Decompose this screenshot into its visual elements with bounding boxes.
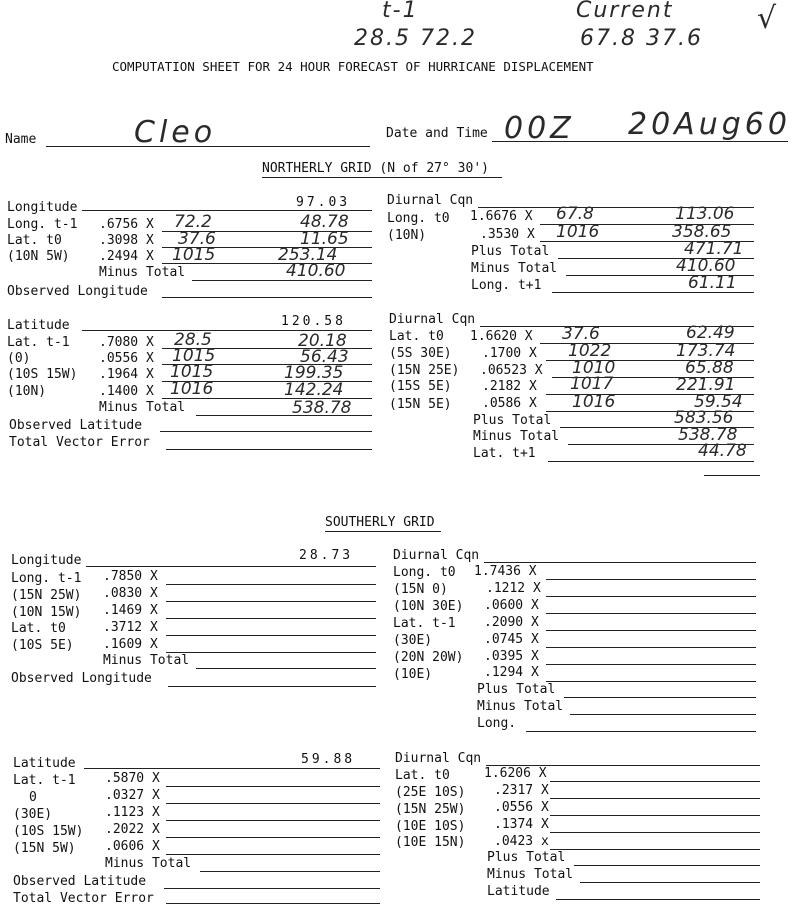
s-longitude-line bbox=[86, 566, 376, 567]
n-lat-minus-total-label: Minus Total bbox=[99, 400, 186, 415]
s-lon-row-coef: .1469 X bbox=[103, 603, 158, 618]
n-lat-row-input: 1016 bbox=[170, 379, 214, 399]
n-lon-row-label: Lat. t0 bbox=[7, 233, 62, 248]
s-latitude-line bbox=[84, 768, 380, 769]
s-dlon-minus-total-label: Minus Total bbox=[477, 699, 564, 714]
s-dlon-row-label: (10N 30E) bbox=[393, 599, 464, 614]
n-longitude-label: Longitude bbox=[7, 200, 78, 215]
n-dlon-row-coef: .3530 X bbox=[480, 227, 535, 242]
n-dlat-row-label: (15S 5E) bbox=[389, 379, 452, 394]
s-lat-row-line bbox=[166, 854, 380, 855]
southerly-heading: SOUTHERLY GRID bbox=[325, 515, 435, 530]
handwritten-current-values: 67.8 37.6 bbox=[580, 26, 703, 51]
s-lat-minus-total-label: Minus Total bbox=[105, 856, 192, 871]
n-lat-row-label: (10N) bbox=[7, 384, 47, 399]
s-dlon-row-line bbox=[546, 664, 756, 665]
s-dlon-row-coef: 1.7436 X bbox=[474, 564, 537, 579]
n-dlon-result-value: 61.11 bbox=[688, 273, 737, 293]
s-dlon-row-coef: .0395 X bbox=[484, 649, 539, 664]
s-dlon-row-label: (10E) bbox=[393, 667, 433, 682]
n-longitude-line bbox=[82, 210, 372, 211]
n-lat-row-label: Lat. t-1 bbox=[7, 335, 70, 350]
s-lon-row-coef: .0830 X bbox=[103, 586, 158, 601]
s-lon-row-label: (10N 15W) bbox=[11, 605, 82, 620]
s-dlat-result-label: Latitude bbox=[487, 884, 550, 899]
n-dlon-minus-total-value: 410.60 bbox=[676, 256, 736, 276]
s-lat-row-label: (30E) bbox=[13, 807, 53, 822]
n-lat-row-result: 20.18 bbox=[298, 331, 347, 351]
s-dlon-row-line bbox=[546, 681, 756, 682]
s-dlon-plus-total-label: Plus Total bbox=[477, 682, 556, 697]
s-dlat-plus-total-label: Plus Total bbox=[487, 850, 566, 865]
s-lon-row-label: Lat. t0 bbox=[11, 621, 66, 636]
n-dlat-plus-total-value: 583.56 bbox=[674, 408, 734, 428]
s-dlat-minus-total-line bbox=[580, 882, 760, 883]
s-total-vector-error-label: Total Vector Error bbox=[13, 891, 154, 906]
s-lon-minus-total-line bbox=[196, 668, 376, 669]
s-observed-longitude-label: Observed Longitude bbox=[11, 671, 152, 686]
n-dlat-row-coef: .2182 X bbox=[482, 379, 537, 394]
n-latitude-label: Latitude bbox=[7, 318, 70, 333]
s-observed-latitude-label: Observed Latitude bbox=[13, 874, 147, 889]
s-dlat-row-label: Lat. t0 bbox=[395, 768, 450, 783]
n-dlat-row-input: 37.6 bbox=[562, 324, 600, 344]
n-lat-row-input: 28.5 bbox=[174, 330, 212, 350]
s-lon-row-coef: .1609 X bbox=[103, 637, 158, 652]
s-dlon-row-label: Lat. t-1 bbox=[393, 616, 456, 631]
s-lat-row-coef: .0327 X bbox=[105, 788, 160, 803]
s-dlon-row-line bbox=[546, 596, 756, 597]
n-lon-minus-total-value: 410.60 bbox=[286, 261, 346, 281]
s-dlat-row-label: (25E 10S) bbox=[395, 785, 466, 800]
s-dlon-row-line bbox=[546, 579, 756, 580]
n-lon-minus-total-label: Minus Total bbox=[99, 265, 186, 280]
s-dlon-minus-total-line bbox=[570, 714, 756, 715]
n-dlon-row-result: 358.65 bbox=[672, 222, 732, 242]
n-dlat-row-coef: .0586 X bbox=[482, 396, 537, 411]
n-dlat-row-label: (15N 5E) bbox=[389, 397, 452, 412]
s-dlon-row-line bbox=[546, 630, 756, 631]
n-dlon-row-label: Long. t0 bbox=[387, 211, 450, 226]
s-lat-row-label: (15N 5W) bbox=[13, 841, 76, 856]
s-dlat-row-label: (15N 25W) bbox=[395, 802, 466, 817]
n-dlon-row-input: 1016 bbox=[556, 222, 600, 242]
n-lon-row-label: (10N 5W) bbox=[7, 249, 70, 264]
n-dlon-result-line bbox=[552, 292, 754, 293]
s-lon-row-label: (10S 5E) bbox=[11, 638, 74, 653]
s-longitude-constant: 28.73 bbox=[299, 548, 354, 563]
n-lat-minus-total-value: 538.78 bbox=[292, 398, 352, 418]
n-dlat-result-line bbox=[548, 461, 754, 462]
s-lat-row-coef: .2022 X bbox=[105, 822, 160, 837]
n-dlat-row-result: 221.91 bbox=[676, 375, 736, 395]
s-lon-row-line bbox=[166, 652, 376, 653]
s-lon-row-coef: .3712 X bbox=[103, 620, 158, 635]
n-observed-latitude-line bbox=[160, 431, 372, 432]
n-lon-row-label: Long. t-1 bbox=[7, 217, 78, 232]
n-observed-longitude-label: Observed Longitude bbox=[7, 284, 148, 299]
s-dlat-row-line bbox=[550, 832, 760, 833]
n-dlat-result-label: Lat. t+1 bbox=[473, 446, 536, 461]
s-dlon-row-label: (15N 0) bbox=[393, 582, 448, 597]
n-dlat-row-label: Lat. t0 bbox=[389, 329, 444, 344]
s-lat-row-coef: .1123 X bbox=[105, 805, 160, 820]
s-longitude-label: Longitude bbox=[11, 553, 82, 568]
n-dlat-row-result: 59.54 bbox=[694, 392, 743, 412]
s-lat-row-label: Lat. t-1 bbox=[13, 773, 76, 788]
s-lat-row-line bbox=[166, 803, 380, 804]
s-dlat-row-coef: .0556 X bbox=[494, 800, 549, 815]
s-lat-row-coef: .5870 X bbox=[105, 771, 160, 786]
northerly-heading-underline bbox=[262, 177, 502, 178]
n-observed-latitude-label: Observed Latitude bbox=[9, 418, 143, 433]
n-total-vector-error-line bbox=[166, 449, 372, 450]
s-dlat-row-line bbox=[550, 781, 760, 782]
s-dlat-row-coef: .1374 X bbox=[494, 817, 549, 832]
n-dlat-row-coef: .06523 X bbox=[480, 363, 543, 378]
n-lat-row-label: (10S 15W) bbox=[7, 367, 78, 382]
s-dlon-row-coef: .2090 X bbox=[484, 615, 539, 630]
s-dlon-row-label: (30E) bbox=[393, 633, 433, 648]
n-dlon-row-input: 67.8 bbox=[556, 204, 594, 224]
n-dlat-row-label: (5S 30E) bbox=[389, 346, 452, 361]
handwritten-current-label: Current bbox=[576, 0, 674, 23]
s-diurnal-lon-label: Diurnal Cqn bbox=[393, 548, 480, 563]
s-lon-row-line bbox=[166, 635, 376, 636]
s-lon-row-coef: .7850 X bbox=[103, 569, 158, 584]
n-dlat-row-input: 1022 bbox=[568, 341, 612, 361]
s-dlon-row-coef: .0745 X bbox=[484, 632, 539, 647]
s-diurnal-lat-label: Diurnal Cqn bbox=[395, 751, 482, 766]
n-diurnal-lat-label: Diurnal Cqn bbox=[389, 312, 476, 327]
n-lat-row-result: 56.43 bbox=[300, 347, 349, 367]
s-lat-row-label: (10S 15W) bbox=[13, 824, 84, 839]
n-lat-row-result: 142.24 bbox=[284, 380, 344, 400]
n-dlat-result-value: 44.78 bbox=[698, 441, 747, 461]
name-value: Cleo bbox=[134, 115, 217, 150]
s-dlat-row-line bbox=[550, 798, 760, 799]
s-lon-row-line bbox=[166, 584, 376, 585]
s-lat-minus-total-line bbox=[200, 871, 380, 872]
check-mark: √ bbox=[757, 1, 781, 36]
n-dlon-minus-total-label: Minus Total bbox=[471, 261, 558, 276]
n-dlat-row-input: 1016 bbox=[572, 392, 616, 412]
n-latitude-constant: 120.58 bbox=[281, 314, 346, 329]
n-dlat-row-result: 173.74 bbox=[676, 341, 736, 361]
s-dlat-plus-total-line bbox=[574, 865, 760, 866]
s-lon-row-label: Long. t-1 bbox=[11, 571, 82, 586]
n-dlon-row-result: 113.06 bbox=[675, 204, 735, 224]
s-dlon-row-line bbox=[546, 613, 756, 614]
n-lat-row-coef: .1964 X bbox=[99, 367, 154, 382]
n-dlat-row-input: 1017 bbox=[570, 374, 614, 394]
s-total-vector-error-line bbox=[166, 903, 380, 904]
handwritten-t-minus-1-values: 28.5 72.2 bbox=[354, 26, 477, 51]
date-time-label: Date and Time bbox=[386, 126, 488, 141]
n-lat-row-coef: .7080 X bbox=[99, 335, 154, 350]
n-lat-row-coef: .1400 X bbox=[99, 384, 154, 399]
s-lat-row-line bbox=[166, 820, 380, 821]
s-dlon-result-line bbox=[526, 731, 756, 732]
n-lon-row-coef: .2494 X bbox=[99, 249, 154, 264]
handwritten-t-minus-1-label: t-1 bbox=[382, 0, 419, 23]
n-lat-row-input: 1015 bbox=[170, 362, 214, 382]
s-lat-row-line bbox=[166, 786, 380, 787]
n-lat-row-label: (0) bbox=[7, 351, 31, 366]
s-dlat-row-line bbox=[550, 815, 760, 816]
s-dlat-row-coef: .0423 x bbox=[494, 834, 549, 849]
s-dlon-row-coef: .1294 X bbox=[484, 665, 539, 680]
s-dlon-row-coef: .0600 X bbox=[484, 598, 539, 613]
n-lon-row-input: 37.6 bbox=[178, 229, 216, 249]
n-lon-row-coef: .3098 X bbox=[99, 233, 154, 248]
n-dlat-minus-total-value: 538.78 bbox=[678, 425, 738, 445]
n-dlon-row-label: (10N) bbox=[387, 228, 427, 243]
s-observed-longitude-line bbox=[168, 686, 376, 687]
n-total-vector-error-label: Total Vector Error bbox=[9, 435, 150, 450]
n-dlat-plus-total-label: Plus Total bbox=[473, 413, 552, 428]
n-longitude-constant: 97.03 bbox=[296, 195, 351, 210]
n-dlat-row-result: 65.88 bbox=[685, 358, 734, 378]
s-lon-row-label: (15N 25W) bbox=[11, 588, 82, 603]
s-lat-row-label: 0 bbox=[29, 790, 37, 805]
s-dlon-plus-total-line bbox=[564, 697, 756, 698]
s-lat-row-line bbox=[166, 837, 380, 838]
s-lat-row-coef: .0606 X bbox=[105, 839, 160, 854]
n-lat-row-coef: .0556 X bbox=[99, 351, 154, 366]
n-lon-row-input: 1015 bbox=[172, 245, 216, 265]
n-observed-longitude-line bbox=[162, 297, 372, 298]
s-dlon-row-line bbox=[546, 647, 756, 648]
n-lon-row-result: 11.65 bbox=[300, 229, 349, 249]
n-lon-minus-total-line bbox=[192, 280, 372, 281]
date-value: 20Aug60 bbox=[628, 107, 791, 142]
s-dlon-result-label: Long. bbox=[477, 716, 517, 731]
n-dlat-row-coef: .1700 X bbox=[482, 346, 537, 361]
n-lat-minus-total-line bbox=[196, 415, 372, 416]
s-dlat-row-label: (10E 10S) bbox=[395, 819, 466, 834]
s-dlon-row-label: (20N 20W) bbox=[393, 650, 464, 665]
n-lon-row-coef: .6756 X bbox=[99, 217, 154, 232]
n-dlat-minus-total-label: Minus Total bbox=[473, 429, 560, 444]
n-dlon-result-label: Long. t+1 bbox=[471, 278, 542, 293]
s-latitude-constant: 59.88 bbox=[301, 752, 356, 767]
s-dlat-minus-total-label: Minus Total bbox=[487, 867, 574, 882]
date-time-value: 00Z bbox=[504, 111, 575, 146]
n-dlat-row-label: (15N 25E) bbox=[389, 363, 460, 378]
n-lon-row-result: 48.78 bbox=[300, 212, 349, 232]
southerly-heading-underline bbox=[325, 531, 441, 532]
sheet-title: COMPUTATION SHEET FOR 24 HOUR FORECAST OF HURRICANE DISPLACEMENT bbox=[112, 59, 594, 74]
s-latitude-label: Latitude bbox=[13, 756, 76, 771]
s-dlat-row-coef: .2317 X bbox=[494, 783, 549, 798]
n-dlat-row-input: 1010 bbox=[572, 358, 616, 378]
northerly-heading: NORTHERLY GRID (N of 27° 30') bbox=[262, 161, 489, 176]
s-dlon-row-label: Long. t0 bbox=[393, 565, 456, 580]
n-dlon-row-coef: 1.6676 X bbox=[470, 209, 533, 224]
n-lon-row-input: 72.2 bbox=[174, 212, 212, 232]
name-label: Name bbox=[5, 132, 37, 147]
s-dlat-row-line bbox=[550, 849, 760, 850]
s-diurnal-lon-line bbox=[484, 562, 756, 563]
n-dlon-plus-total-value: 471.71 bbox=[684, 239, 744, 259]
s-lon-row-line bbox=[166, 601, 376, 602]
s-lon-row-line bbox=[166, 618, 376, 619]
n-dlat-row-result: 62.49 bbox=[686, 323, 735, 343]
s-dlat-result-line bbox=[556, 899, 760, 900]
n-dlon-plus-total-label: Plus Total bbox=[471, 244, 550, 259]
s-dlat-row-label: (10E 15N) bbox=[395, 835, 466, 850]
s-lon-minus-total-label: Minus Total bbox=[103, 653, 190, 668]
n-diurnal-lon-label: Diurnal Cqn bbox=[387, 193, 474, 208]
n-dlat-double-underline bbox=[704, 475, 760, 476]
n-dlat-row-coef: 1.6620 X bbox=[470, 329, 533, 344]
n-lat-row-result: 199.35 bbox=[284, 363, 344, 383]
s-observed-latitude-line bbox=[164, 888, 380, 889]
s-dlon-row-coef: .1212 X bbox=[486, 581, 541, 596]
n-lat-row-input: 1015 bbox=[172, 346, 216, 366]
n-lon-row-result: 253.14 bbox=[278, 245, 338, 265]
s-dlat-row-coef: 1.6206 X bbox=[484, 766, 547, 781]
